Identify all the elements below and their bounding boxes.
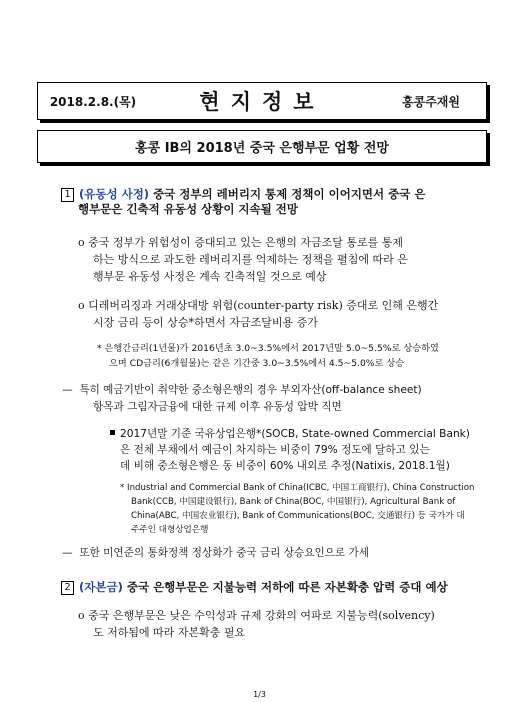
section-2-tag: (자본금) [79, 580, 123, 594]
section-1-header [61, 183, 426, 202]
footnote-text: China(ABC, 中国农业银行), Bank of Communications(BOC, 交通银行) 등 국가가 대 [131, 511, 465, 521]
section-1-number: 1 [61, 188, 74, 202]
square-text: 2017년말 기준 국유상업은행*(SOCB, State-owned Commercial Bank) [120, 428, 470, 440]
organization: 홍콩주재원 [402, 94, 460, 109]
page-title: 현지정보 [199, 90, 325, 114]
section-1-tag: (유동성 사정) [79, 187, 150, 201]
square-bullet-icon [110, 430, 115, 435]
bullet-text: o 중국 정부가 위험성이 증대되고 있는 은행의 자금조달 통로를 통제 [78, 236, 403, 249]
footnote-text: 으며 CD금리(6개월물)는 같은 기간중 3.0~3.5%에서 4.5~5.0%로 상승 [109, 358, 405, 369]
dash-item [62, 545, 369, 560]
section-2-line1: 중국 은행부문은 지불능력 저하에 따른 자본확충 압력 증대 예상 [122, 580, 448, 594]
dash-text: 항목과 그림자금융에 대한 규제 이후 유동성 압박 직면 [93, 401, 342, 413]
bullet-text: 시장 금리 등이 상승*하면서 자금조달비용 증가 [93, 316, 318, 329]
bullet-text: 행부문 유동성 사정은 계속 긴축적일 것으로 예상 [93, 270, 327, 283]
section-2-number: 2 [61, 581, 74, 595]
dash-mark: — [62, 384, 73, 396]
bullet-text: 도 저하됨에 따라 자본확충 필요 [93, 626, 246, 639]
square-text: 은 전체 부채에서 예금이 차지하는 비중이 79% 정도에 달하고 있는 [120, 444, 430, 456]
section-1-line1: 중국 정부의 레버리지 통제 정책이 이어지면서 중국 은 [149, 187, 426, 201]
page-number: 1/3 [253, 690, 266, 699]
square-text: 데 비해 중소형은행은 동 비중이 60% 내외로 추정(Natixis, 2018.1월) [120, 460, 450, 472]
section-2-header [61, 576, 448, 595]
square-item [110, 426, 470, 441]
section-1-line2: 행부문은 긴축적 유동성 상황이 지속될 전망 [78, 202, 298, 216]
dash-text: 특히 예금기반이 취약한 중소형은행의 경우 부외자산(off-balance sheet) [79, 384, 422, 396]
dash-item [62, 382, 422, 397]
report-date: 2018.2.8.(목) [49, 94, 137, 109]
bullet-text: 하는 방식으로 과도한 레버리지를 억제하는 정책을 펼침에 따라 은 [93, 253, 408, 266]
footnote-text: * 은행간금리(1년물)가 2016년초 3.0~3.5%에서 2017년말 5.0~5.5%로 상승하였 [97, 343, 439, 354]
bullet-text: o 중국 은행부문은 낮은 수익성과 규제 강화의 여파로 지불능력(solvency) [78, 609, 435, 622]
bullet-text: o 디레버리징과 거래상대방 위험(counter-party risk) 증대로 인해 은행간 [78, 299, 439, 312]
dash-mark: — [62, 547, 73, 559]
document-title: 홍콩 IB의 2018년 중국 은행부문 업황 전망 [37, 130, 487, 163]
dash-text: 또한 미연준의 통화정책 정상화가 중국 금리 상승요인으로 가세 [79, 547, 369, 559]
footnote-text: Bank(CCB, 中国建设银行), Bank of China(BOC, 中国银行), Agricultural Bank of [131, 497, 456, 507]
header-box [37, 82, 487, 120]
footnote-text: 주주인 대형상업은행 [131, 525, 209, 535]
footnote-text: * Industrial and Commercial Bank of China(ICBC, 中国工商银行), China Construction [120, 483, 475, 493]
